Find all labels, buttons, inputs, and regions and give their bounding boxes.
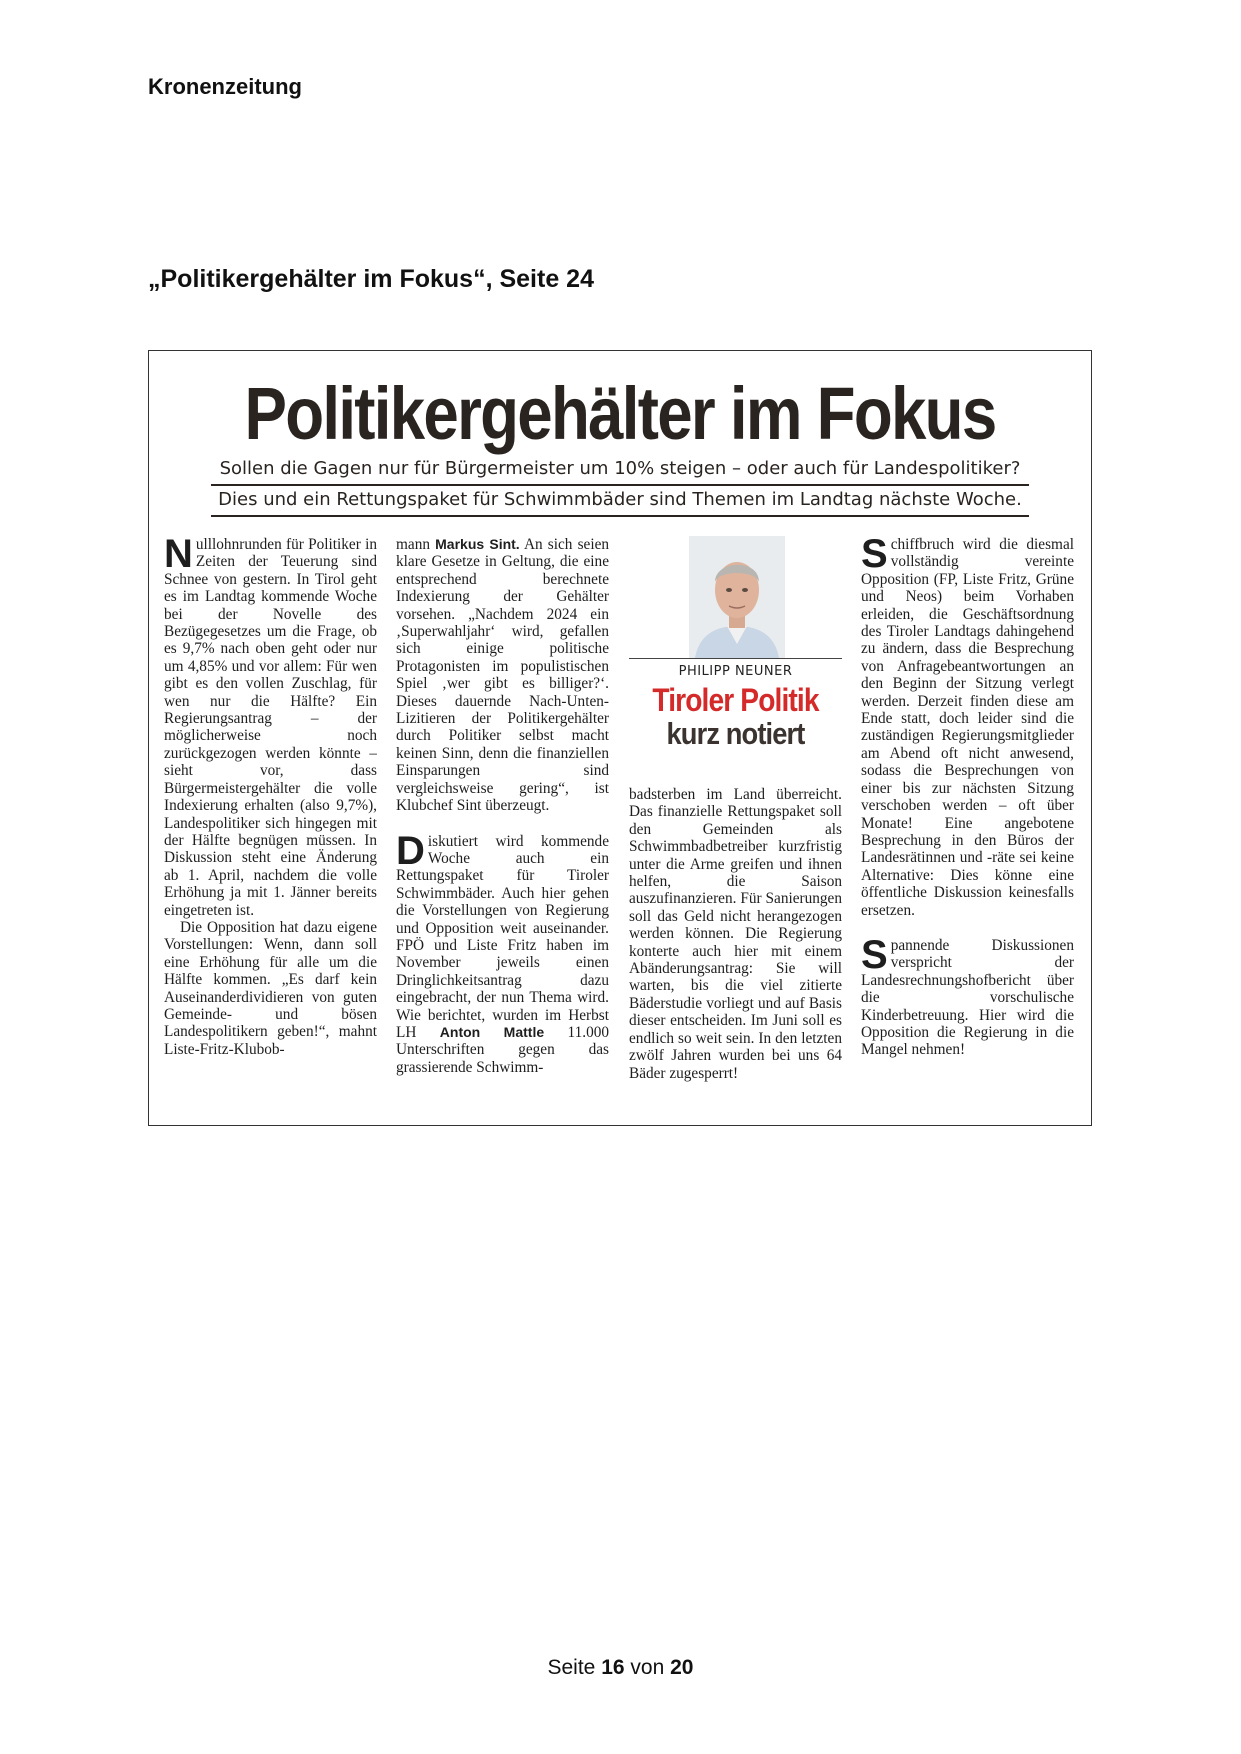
feature-divider bbox=[629, 658, 842, 659]
column-4-paragraph-1 bbox=[861, 536, 1074, 919]
person-name: Markus Sint. bbox=[435, 536, 520, 552]
article-column-1 bbox=[164, 536, 377, 1108]
current-page-number: 16 bbox=[601, 1656, 625, 1679]
column-feature-box bbox=[629, 536, 842, 781]
clip-title: „Politikergehälter im Fokus“, Seite 24 bbox=[148, 265, 594, 293]
page-footer bbox=[0, 1656, 1241, 1680]
drop-cap: S bbox=[861, 536, 888, 576]
paragraph-text: 11.000 Unterschriften gegen das grassierende Schwimm- bbox=[396, 1023, 609, 1076]
paragraph-text: pannende Diskussionen verspricht der Landesrechnungshofbericht über die vorschulische Kinderbetreuung. Hier wird die Opposition die Regierung in die Mangel nehmen! bbox=[861, 936, 1074, 1059]
rubric-subtitle: kurz notiert bbox=[666, 716, 805, 751]
article-headline: Politikergehälter im Fokus bbox=[244, 372, 996, 455]
drop-cap: N bbox=[164, 536, 193, 576]
paragraph-text: ulllohnrunden für Politiker in Zeiten der Teuerung sind Schnee von gestern. In Tirol geht es im Landtag kommende Woche bei der Novelle des Bezügegesetzes um die Frage, ob es 9,7% nach oben geht oder nur um 4,85% und vor allem: Für wen gibt es den vollen Zuschlag, für wen nur die Hälfte? Ein Regierungsantrag – der möglicherweise noch zurückgezogen werden könnte – sieht vor, dass Bürgermeistergehälter die volle Indexierung erhalten (also 9,7%), Landespolitiker sich hingegen mit der Hälfte begnügen müssen. In Diskussion steht eine Änderung ab 1. April, nachdem die volle Erhöhung ja mit 1. Jänner bereits eingetreten ist. bbox=[164, 536, 377, 919]
author-portrait-photo bbox=[689, 536, 785, 659]
page-of-label: von bbox=[630, 1656, 665, 1679]
author-name: PHILIPP NEUNER bbox=[678, 664, 793, 679]
total-pages-number: 20 bbox=[670, 1656, 694, 1679]
column-2-paragraph-2 bbox=[396, 828, 609, 1077]
column-2-paragraph-1 bbox=[396, 536, 609, 815]
paragraph-text: iskutiert wird kommende Woche auch ein Rettungspaket für Tiroler Schwimmbäder. Auch hier gehen die Vorstellungen von Regierung und Opposition weit auseinander. FPÖ und Liste Fritz haben im November jeweils einen Dringlichkeitsantrag dazu eingebracht, der nun Thema wird. Wie berichtet, wurden im Herbst LH bbox=[396, 832, 609, 1041]
paragraph-text: An sich seien klare Gesetze in Geltung, die eine entsprechend berechnete Indexierung der Gehälter vorsehen. „Nachdem 2024 ein ‚Superwahljahr‘ wird, gefallen sich einige politische Protagonisten im populistischen Spiel ‚wer gibt es billiger?‘. Dieses dauernde Nach-Unten-Lizitieren der Politikergehälter durch Politiker selbst macht keinen Sinn, denn die finanziellen Einsparungen sind vergleichsweise gering“, ist Klubchef Sint überzeugt. bbox=[396, 536, 609, 815]
column-1-paragraph-2: Die Opposition hat dazu eigene Vorstellungen: Wenn, dann soll eine Erhöhung für alle um die Hälfte kommen. „Es darf kein Auseinanderdividieren von guten Gemeinde- und bösen Landespolitikern geben!“, mahnt Liste-Fritz-Klubob- bbox=[164, 918, 377, 1058]
paragraph-text: chiffbruch wird die diesmal vollständig vereinte Opposition (FP, Liste Fritz, Grüne und Neos) beim Vorhaben erleiden, die Geschäftsordnung des Tiroler Landtags dahingehend zu ändern, dass die Besprechung von Anfragebeantwortungen an den Beginn der Sitzung verlegt werden. Derzeit finden diese am Ende statt, doch leider sind die zuständigen Regierungsmitglieder am Abend oft nicht anwesend, sodass die Besprechungen von einer bis zur nächsten Sitzung verschoben werden – oft über Monate! Eine angebotene Besprechung in den Büros der Landesrätinnen und -räte sei keine Alternative: Dies könne eine öffentliche Diskussion keinesfalls ersetzen. bbox=[861, 536, 1074, 919]
article-subtitle-1: Sollen die Gagen nur für Bürgermeister um 10% steigen – oder auch für Landespolitiker? bbox=[211, 458, 1029, 486]
column-3-paragraph-1: badsterben im Land überreicht. Das finanzielle Rettungspaket soll den Gemeinden als Schwimmbadbetreiber kurzfristig unter die Arme greifen und ihnen helfen, die Saison auszufinanzieren. Für Sanierungen soll das Geld nicht herangezogen werden können. Die Regierung konterte auch hier mit einem Abänderungsantrag: Sie will warten, bis die viel zitierte Bäderstudie vorliegt und auf Basis dieser entscheiden. Im Juni soll es endlich so weit sein. In den letzten zwölf Jahren wurden bei uns 64 Bäder zugesperrt! bbox=[629, 786, 842, 1082]
article-column-2 bbox=[396, 536, 609, 1108]
article-subtitle-2: Dies und ein Rettungspaket für Schwimmbäder sind Themen im Landtag nächste Woche. bbox=[211, 489, 1029, 517]
newspaper-clipping bbox=[148, 350, 1092, 1126]
article-column-4 bbox=[861, 536, 1074, 1108]
drop-cap: S bbox=[861, 932, 888, 977]
column-4-paragraph-2 bbox=[861, 932, 1074, 1059]
drop-cap: D bbox=[396, 828, 425, 873]
portrait-illustration bbox=[689, 536, 785, 658]
rubric-title: Tiroler Politik bbox=[652, 682, 819, 718]
paragraph-text: mann bbox=[396, 536, 430, 553]
page-label: Seite bbox=[547, 1656, 596, 1679]
article-column-3 bbox=[629, 786, 842, 1106]
column-1-paragraph-1 bbox=[164, 536, 377, 919]
source-name: Kronenzeitung bbox=[148, 74, 302, 99]
person-name: Anton Mattle bbox=[439, 1023, 545, 1040]
